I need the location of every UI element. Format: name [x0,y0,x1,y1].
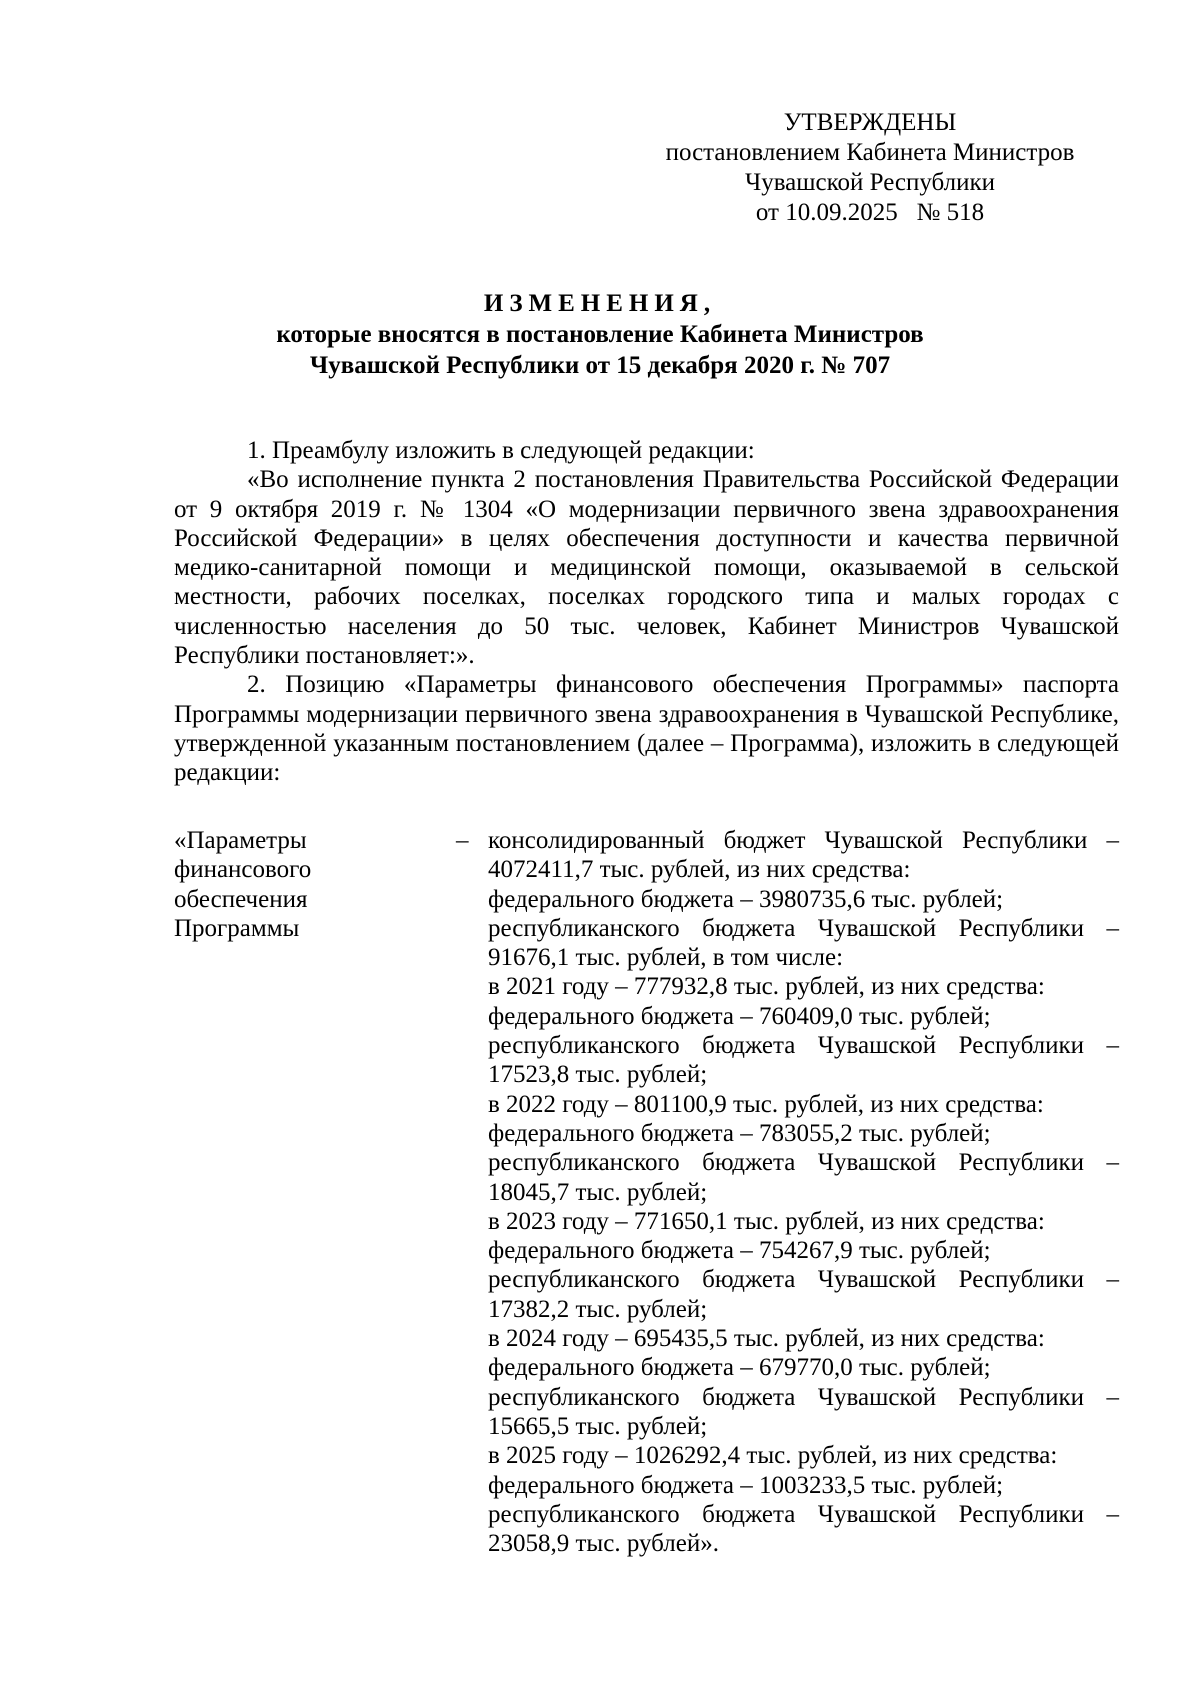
paragraph-item-2: 2. Позицию «Параметры финансового обеспечения Программы» паспорта Программы модернизации первичного звена здравоохранения в Чувашской Республике, утвержденной указанным постановлением (далее – Программа), изложить в следующей редакции: [174,671,1119,787]
approval-block [0,108,1200,228]
approval-line: Чувашской Республики [744,169,996,196]
parameters-label: «Параметры финансового обеспечения Программы [174,827,312,942]
list-item: республиканского бюджета Чувашской Республики – 17382,2 тыс. рублей; [488,1266,1119,1323]
list-item: в 2023 году – 771650,1 тыс. рублей, из них средства: [488,1207,1045,1235]
list-item: республиканского бюджета Чувашской Республики – 18045,7 тыс. рублей; [488,1149,1119,1206]
document-body [174,436,1119,788]
list-item: в 2025 году – 1026292,4 тыс. рублей, из них средства: [488,1442,1058,1470]
list-item: в 2021 году – 777932,8 тыс. рублей, из них средства: [488,973,1045,1001]
document-subtitle: которые вносятся в постановление Кабинета Министров [276,321,924,348]
list-item: федерального бюджета – 754267,9 тыс. рублей; [488,1237,991,1265]
document-heading [0,288,1200,381]
parameters-content [488,826,1119,1558]
list-item: федерального бюджета – 679770,0 тыс. рублей; [488,1354,991,1382]
paragraph-item-1: 1. Преамбулу изложить в следующей редакции: [247,437,755,464]
approval-date-number: от 10.09.2025 № 518 [755,199,985,226]
list-item: консолидированный бюджет Чувашской Республики – 4072411,7 тыс. рублей, из них средства: [488,827,1119,884]
parameters-dash: – [456,827,469,854]
list-item: республиканского бюджета Чувашской Республики – 17523,8 тыс. рублей; [488,1032,1119,1089]
list-item: федерального бюджета – 1003233,5 тыс. рублей; [488,1471,1004,1499]
list-item: в 2024 году – 695435,5 тыс. рублей, из них средства: [488,1325,1045,1353]
paragraph-preamble: «Во исполнение пункта 2 постановления Правительства Российской Федерации от 9 октября 2019 г. № 1304 «О модернизации первичного звена здравоохранения Российской Федерации» в целях обеспечения доступности и качества первичной медико-санитарной помощи и медицинской помощи, оказываемой в сельской местности, рабочих поселках, поселках городского типа и малых городах с численностью населения до 50 тыс. человек, Кабинет Министров Чувашской Республики постановляет:». [174,466,1119,670]
list-item: в 2022 году – 801100,9 тыс. рублей, из них средства: [488,1090,1044,1118]
approval-title: УТВЕРЖДЕНЫ [783,109,957,136]
list-item: республиканского бюджета Чувашской Республики – 23058,9 тыс. рублей». [488,1500,1119,1558]
list-item: федерального бюджета – 760409,0 тыс. рублей; [488,1002,991,1030]
list-item: федерального бюджета – 783055,2 тыс. рублей; [488,1119,991,1147]
list-item: республиканского бюджета Чувашской Республики – 15665,5 тыс. рублей; [488,1383,1119,1440]
document-title: ИЗМЕНЕНИЯ, [483,290,717,317]
approval-line: постановлением Кабинета Министров [665,139,1075,166]
list-item: республиканского бюджета Чувашской Республики – 91676,1 тыс. рублей, в том числе: [488,914,1119,972]
document-subtitle: Чувашской Республики от 15 декабря 2020 г. № 707 [309,352,891,379]
list-item: федерального бюджета – 3980735,6 тыс. рублей; [488,885,1004,913]
